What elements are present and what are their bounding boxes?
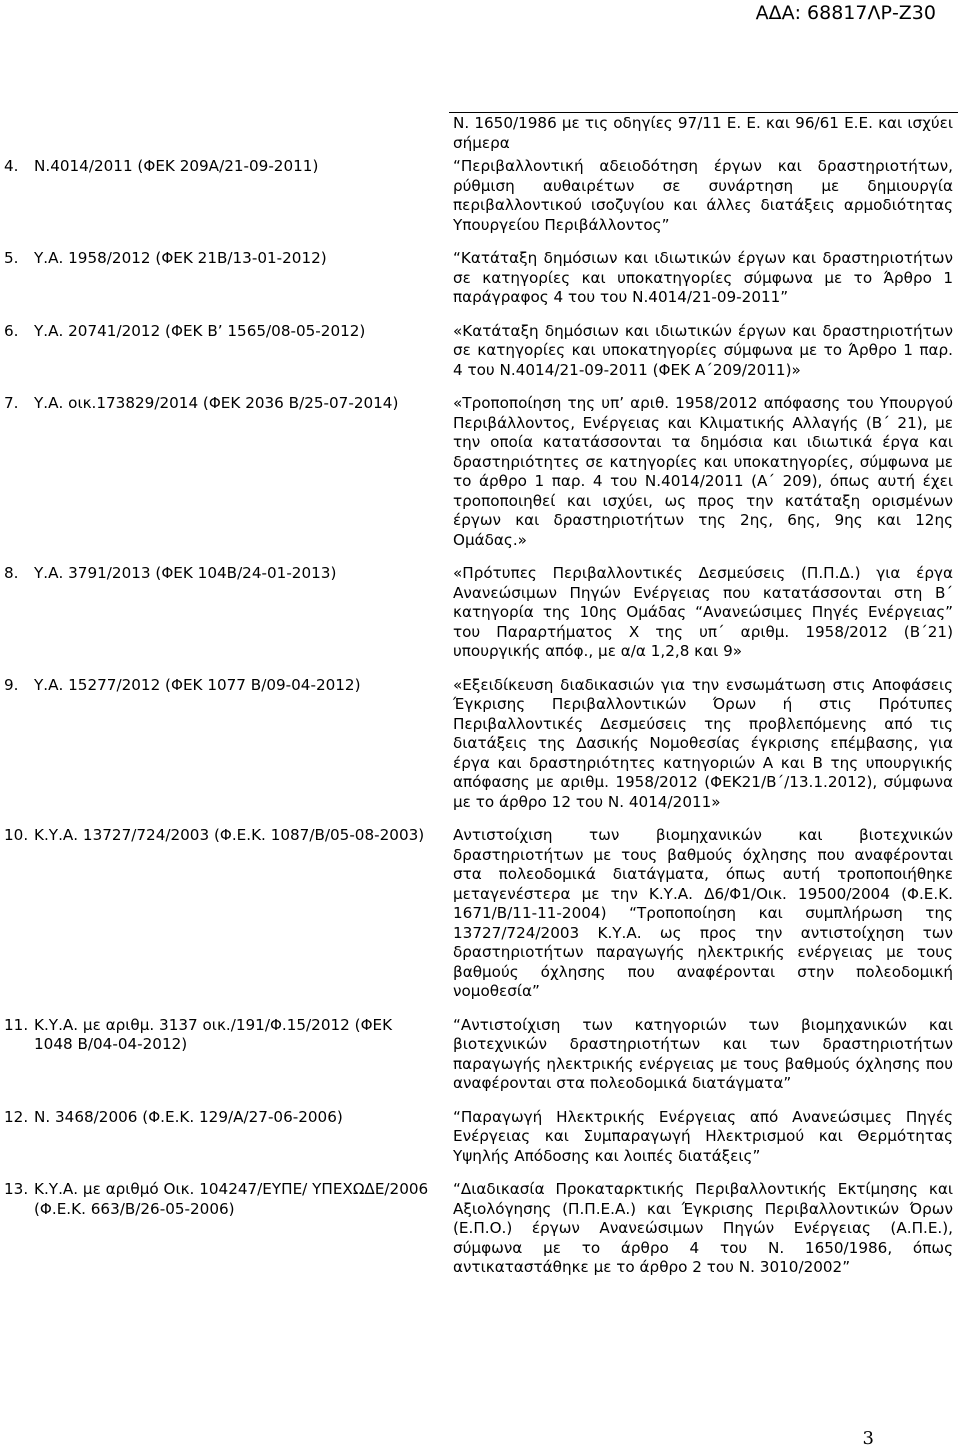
- regulation-reference: Υ.Α. 1958/2012 (ΦΕΚ 21Β/13-01-2012): [34, 249, 327, 267]
- regulation-number: 9.: [4, 675, 19, 694]
- table-row: [4, 114, 953, 157]
- regulation-number: 6.: [4, 321, 19, 340]
- regulation-reference: Υ.Α. οικ.173829/2014 (ΦΕΚ 2036 Β/25-07-2014): [34, 394, 399, 412]
- regulation-number: 11.: [4, 1015, 29, 1034]
- table-row: [4, 249, 953, 322]
- regulation-description: “Διαδικασία Προκαταρκτικής Περιβαλλοντικής Εκτίμησης και Αξιολόγησης (Π.Π.Ε.Α.) και Έγκρισης Περιβαλλοντικών Όρων (Ε.Π.Ο.) έργων Ανανεώσιμων Πηγών Ενέργειας (Α.Π.Ε.), σύμφωνα με το άρθρο 4 του Ν. 1650/1986, όπως αντικαταστάθηκε με το άρθρο 2 του Ν. 3010/2002”: [453, 1180, 953, 1276]
- table-row: [4, 676, 953, 827]
- regulation-reference: Κ.Υ.Α. 13727/724/2003 (Φ.Ε.Κ. 1087/Β/05-08-2003): [34, 826, 425, 844]
- regulation-description: “Αντιστοίχιση των κατηγοριών των βιομηχανικών και βιοτεχνικών δραστηριοτήτων και των δραστηριοτήτων παραγωγής ηλεκτρικής ενέργειας με τους βαθμούς όχλησης που αναφέρονται στα πολεοδομικά διατάγματα”: [453, 1015, 953, 1092]
- table-row: [4, 157, 953, 249]
- regulation-reference-cell: [4, 676, 453, 827]
- regulation-reference: Κ.Υ.Α. με αριθμό Οικ. 104247/ΕΥΠΕ/ ΥΠΕΧΩΔΕ/2006 (Φ.Ε.Κ. 663/Β/26-05-2006): [34, 1180, 429, 1218]
- regulation-number: 8.: [4, 564, 19, 582]
- regulation-reference: Κ.Υ.Α. με αριθμ. 3137 οικ./191/Φ.15/2012 (ΦΕΚ 1048 Β/04-04-2012): [34, 1015, 393, 1053]
- regulation-reference-cell: [4, 826, 453, 1016]
- regulation-reference-cell: [4, 322, 453, 395]
- regulation-number: 4.: [4, 157, 19, 175]
- table-row: [4, 826, 953, 1016]
- regulation-number: 10.: [4, 826, 29, 844]
- page-number: 3: [862, 1428, 874, 1449]
- regulation-number: 12.: [4, 1107, 29, 1126]
- regulation-description: “Παραγωγή Ηλεκτρικής Ενέργειας από Ανανεώσιμες Πηγές Ενέργειας και Συμπαραγωγή Ηλεκτρισμού και Θερμότητας Υψηλής Απόδοσης και λοιπές διατάξεις”: [453, 1107, 953, 1165]
- top-rule: [449, 112, 958, 113]
- regulation-reference: Ν. 3468/2006 (Φ.Ε.Κ. 129/Α/27-06-2006): [34, 1107, 343, 1126]
- regulation-reference-cell: [4, 1180, 453, 1292]
- regulation-description: «Τροποποίηση της υπ’ αριθ. 1958/2012 απόφασης του Υπουργού Περιβάλλοντος, Ενέργειας και Κλιματικής Αλλαγής (Β΄ 21), με την οποία κατατάσσονται τα δημόσια και ιδιωτικά έργα και δραστηριότητες σε κατηγορίες και υποκατηγορίες, σύμφωνα με το άρθρο 1 παρ. 4 του Ν.4014/2011 (Α΄ 209), όπως αυτή έχει τροποποιηθεί και ισχύει, ως προς την κατάταξη ορισμένων έργων και δραστηριοτήτων της 2ης, 6ης, 9ης και 12ης Ομάδας.»: [453, 394, 953, 549]
- regulation-description: Αντιστοίχιση των βιομηχανικών και βιοτεχνικών δραστηριοτήτων με τους βαθμούς όχλησης που αναφέρονται στα πολεοδομικά διατάγματα, όπως αυτή τροποποιήθηκε μεταγενέστερα με την Κ.Υ.Α. Δ6/Φ1/Οικ. 19500/2004 (Φ.Ε.Κ. 1671/Β/11-11-2004) “Τροποποίηση και συμπλήρωση της 13727/724/2003 Κ.Υ.Α. ως προς την αντιστοίχηση των δραστηριοτήτων παραγωγής ηλεκτρικής ενέργειας με τους βαθμούς όχλησης που αναφέρονται στην πολεοδομική νομοθεσία”: [453, 826, 953, 1000]
- regulation-description: “Περιβαλλοντική αδειοδότηση έργων και δραστηριοτήτων, ρύθμιση αυθαιρέτων σε συνάρτηση με δημιουργία περιβαλλοντικού ισοζυγίου και άλλες διατάξεις αρμοδιότητας Υπουργείου Περιβάλλοντος”: [453, 157, 953, 234]
- regulation-description: «Κατάταξη δημόσιων και ιδιωτικών έργων και δραστηριοτήτων σε κατηγορίες και υποκατηγορίες σύμφωνα με το Άρθρο 1 παρ. 4 του Ν.4014/21-09-2011 (ΦΕΚ Α΄209/2011)»: [453, 321, 953, 379]
- table-row: [4, 1180, 953, 1292]
- regulation-reference: Υ.Α. 3791/2013 (ΦΕΚ 104Β/24-01-2013): [34, 564, 337, 582]
- regulation-reference: Υ.Α. 20741/2012 (ΦΕΚ Β’ 1565/08-05-2012): [34, 321, 366, 340]
- regulation-description: «Εξειδίκευση διαδικασιών για την ενσωμάτωση στις Αποφάσεις Έγκρισης Περιβαλλοντικών Όρων ή στις Πρότυπες Περιβαλλοντικές Δεσμεύσεις της προβλεπόμενης από τις διατάξεις της Δασικής Νομοθεσίας έγκρισης επέμβασης, για έργα και δραστηριότητες κατηγοριών Α και Β της υπουργικής απόφασης με αριθμ. 1958/2012 (ΦΕΚ21/Β΄/13.1.2012), σύμφωνα με το άρθρο 12 του Ν. 4014/2011»: [453, 675, 953, 811]
- regulation-description: Ν. 1650/1986 με τις οδηγίες 97/11 Ε. Ε. και 96/61 Ε.Ε. και ισχύει σήμερα: [453, 114, 953, 152]
- ada-code: ΑΔΑ: 68817ΛΡ-Ζ30: [755, 2, 936, 24]
- table-row: [4, 322, 953, 395]
- regulation-number: 5.: [4, 249, 19, 267]
- regulation-number: 13.: [4, 1180, 29, 1198]
- regulation-description: «Πρότυπες Περιβαλλοντικές Δεσμεύσεις (Π.Π.Δ.) για έργα Ανανεώσιμων Πηγών Ενέργειας που κατατάσσονται στη Β΄ κατηγορία της 10ης Ομάδας “Ανανεώσιμες Πηγές Ενέργειας” του Παραρτήματος Χ της υπ΄ αριθμ. 1958/2012 (Β΄21) υπουργικής απόφ., με α/α 1,2,8 και 9»: [453, 564, 953, 660]
- regulation-description: “Κατάταξη δημόσιων και ιδιωτικών έργων και δραστηριοτήτων σε κατηγορίες και υποκατηγορίες σύμφωνα με το Άρθρο 1 παράγραφος 4 του του Ν.4014/21-09-2011”: [453, 249, 953, 306]
- regulation-reference-cell: [4, 394, 453, 564]
- table-row: [4, 1108, 953, 1181]
- regulation-reference-cell: [4, 249, 453, 322]
- table-row: [4, 564, 953, 676]
- table-row: [4, 394, 953, 564]
- regulation-number: 7.: [4, 394, 19, 412]
- regulation-reference-cell: [4, 1016, 453, 1108]
- regulation-reference-cell: [4, 157, 453, 249]
- regulation-reference-cell: [4, 114, 453, 157]
- regulation-reference-cell: [4, 1108, 453, 1181]
- regulations-rows: [4, 114, 953, 1292]
- table-row: [4, 1016, 953, 1108]
- regulation-reference: Ν.4014/2011 (ΦΕΚ 209Α/21-09-2011): [34, 157, 319, 175]
- regulation-reference: Υ.Α. 15277/2012 (ΦΕΚ 1077 Β/09-04-2012): [34, 675, 361, 694]
- regulation-reference-cell: [4, 564, 453, 676]
- regulations-table: [4, 114, 953, 1292]
